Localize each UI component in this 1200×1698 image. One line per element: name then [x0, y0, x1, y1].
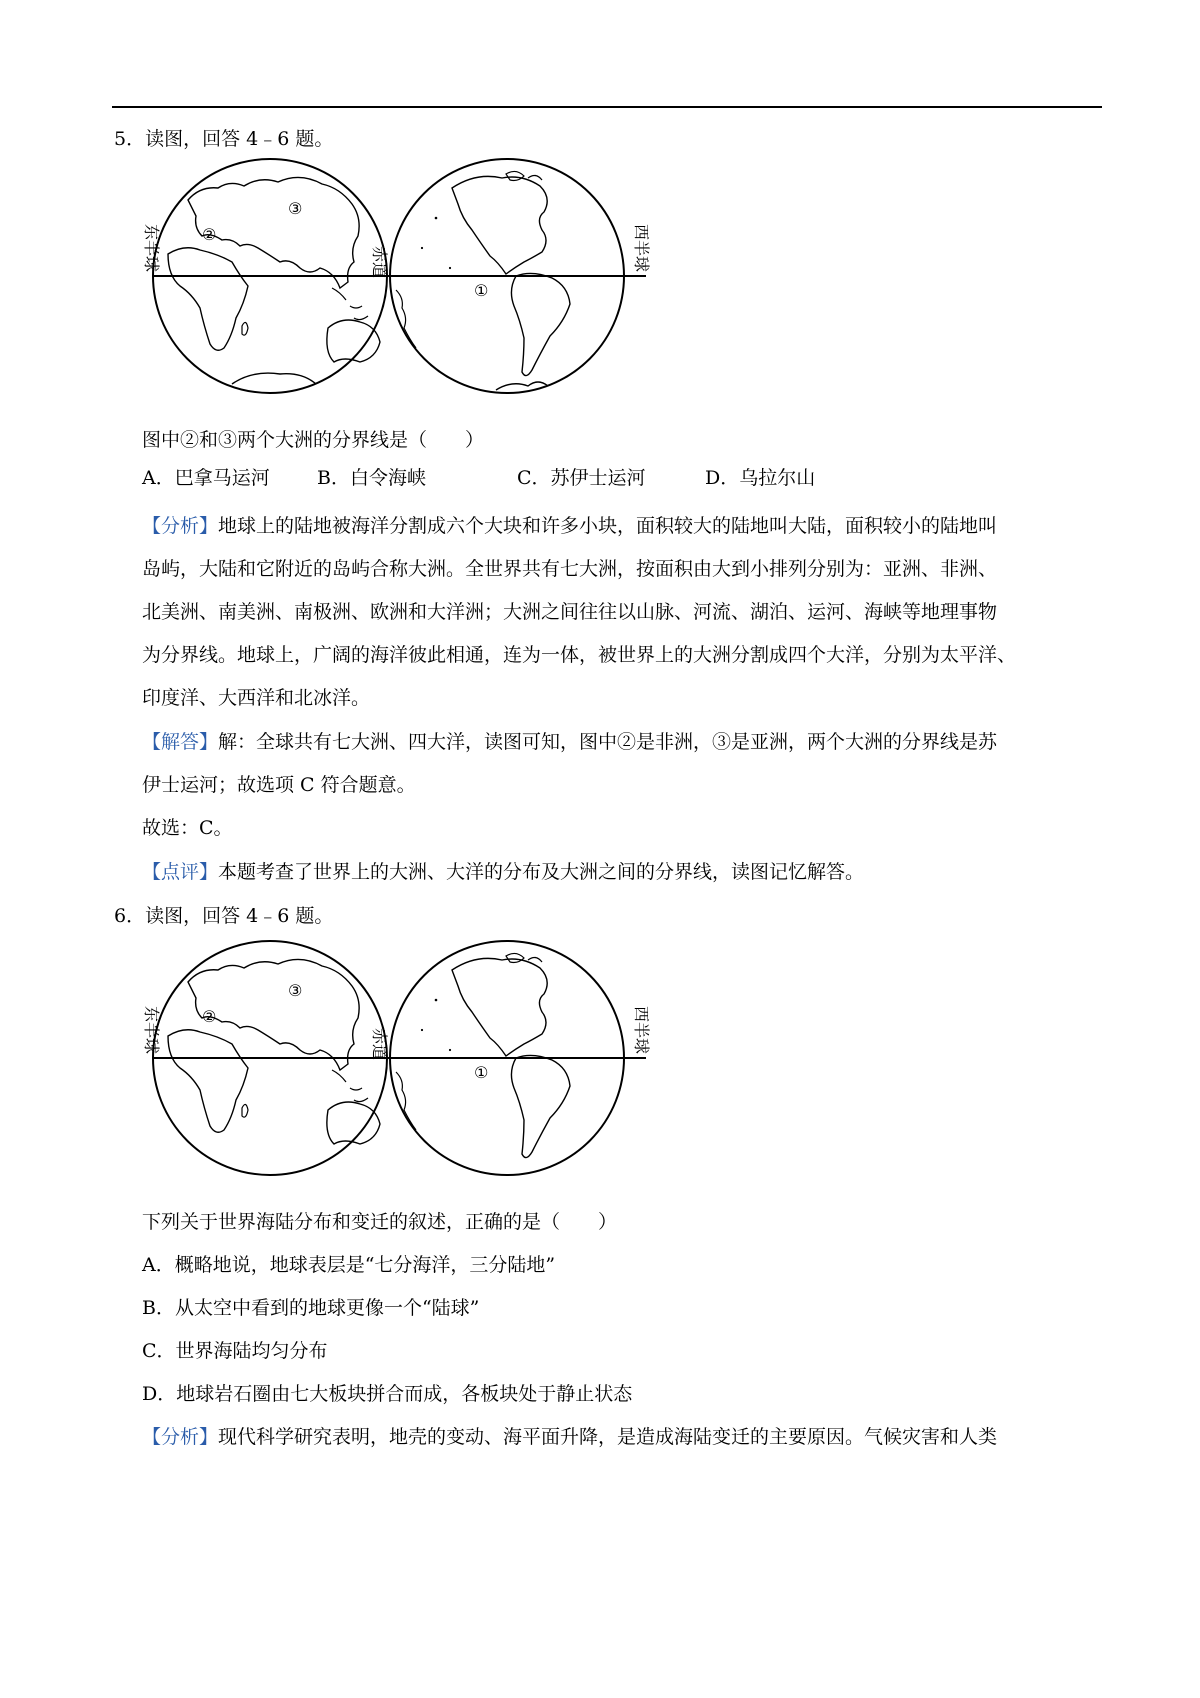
analysis-5-line-5: 印度洋、大西洋和北冰洋。: [142, 687, 371, 709]
equator-label: 赤道: [370, 1028, 389, 1061]
analysis-5-line-2: 岛屿，大陆和它附近的岛屿合称大洲。全世界共有七大洲，按面积由大到小排列分别为：亚洲、非洲、: [142, 558, 998, 580]
option-d[interactable]: D．地球岩石圈由七大板块拼合而成，各板块处于静止状态: [142, 1383, 633, 1405]
mark-3: ③: [288, 981, 303, 1000]
analysis-5-line-1: 【分析】地球上的陆地被海洋分割成六个大块和许多小块，面积较大的陆地叫大陆，面积较小的陆地叫: [142, 515, 998, 537]
option-d[interactable]: D．乌拉尔山: [705, 467, 816, 489]
option-c[interactable]: C．世界海陆均匀分布: [142, 1340, 328, 1362]
review-5: 【点评】本题考查了世界上的大洲、大洋的分布及大洲之间的分界线，读图记忆解答。: [142, 861, 865, 883]
question-6-stem: 6．读图，回答 4﹣6 题。: [114, 905, 334, 927]
world-map-1: [140, 158, 710, 418]
mark-1: ①: [474, 1063, 489, 1082]
option-a[interactable]: A．概略地说，地球表层是“七分海洋，三分陆地”: [142, 1254, 556, 1276]
question-5-stem: 5．读图，回答 4﹣6 题。: [114, 128, 334, 150]
question-5-options: [142, 466, 815, 490]
answer-tag: 【解答】: [142, 731, 219, 753]
header-rule: [112, 106, 1102, 108]
analysis-5-line-4: 为分界线。地球上，广阔的海洋彼此相通，连为一体，被世界上的大洲分割成四个大洋，分别为太平洋、: [142, 644, 1017, 666]
option-b[interactable]: B．从太空中看到的地球更像一个“陆球”: [142, 1297, 480, 1319]
analysis-5-line-3: 北美洲、南美洲、南极洲、欧洲和大洋洲；大洲之间往往以山脉、河流、湖泊、运河、海峡等地理事物: [142, 601, 998, 623]
review-tag: 【点评】: [142, 861, 219, 883]
mark-1: ①: [474, 281, 489, 300]
analysis-tag: 【分析】: [142, 1426, 219, 1448]
option-c[interactable]: C．苏伊士运河: [517, 467, 646, 489]
equator-label: 赤道: [370, 246, 389, 279]
answer-5-line-2: 伊士运河；故选项 C 符合题意。: [142, 774, 416, 796]
world-map-2: [140, 940, 710, 1200]
question-6-prompt: 下列关于世界海陆分布和变迁的叙述，正确的是（ ）: [142, 1211, 618, 1233]
mark-2: ②: [202, 1007, 217, 1026]
right-hemisphere-label: 西半球: [632, 224, 651, 273]
analysis-tag: 【分析】: [142, 515, 219, 537]
answer-5-choice: 故选：C。: [142, 817, 233, 839]
analysis-6-line-1: 【分析】现代科学研究表明，地壳的变动、海平面升降，是造成海陆变迁的主要原因。气候灾害和人类: [142, 1426, 998, 1448]
mark-3: ③: [288, 199, 303, 218]
option-a[interactable]: A．巴拿马运河: [142, 467, 270, 489]
answer-5-line-1: 【解答】解：全球共有七大洲、四大洋，读图可知，图中②是非洲，③是亚洲，两个大洲的分界线是苏: [142, 731, 998, 753]
question-5-prompt: 图中②和③两个大洲的分界线是（ ）: [142, 429, 485, 451]
option-b[interactable]: B．白令海峡: [317, 467, 426, 489]
mark-2: ②: [202, 225, 217, 244]
left-hemisphere-label: 东半球: [142, 1006, 161, 1055]
left-hemisphere-label: 东半球: [142, 224, 161, 273]
right-hemisphere-label: 西半球: [632, 1006, 651, 1055]
